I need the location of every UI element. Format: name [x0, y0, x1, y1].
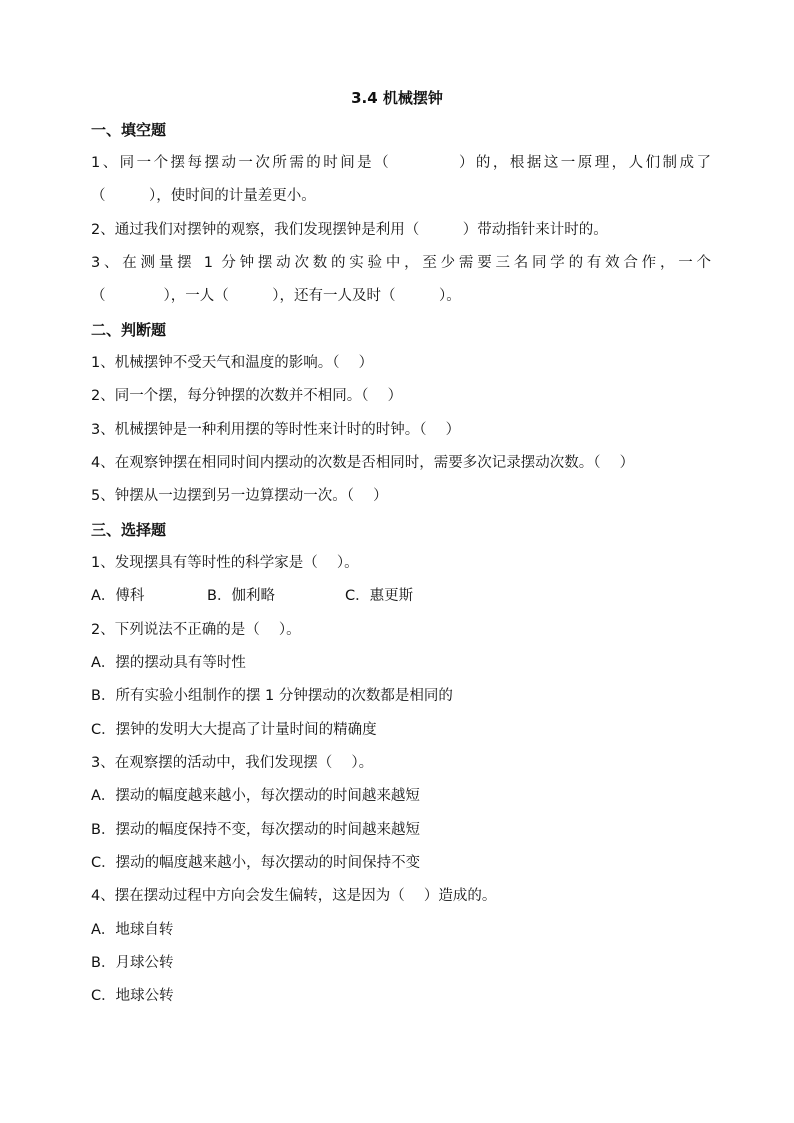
choice-4-option-c: C．地球公转	[91, 988, 174, 1004]
choice-1-option-a: A．傅科	[91, 588, 145, 604]
choice-question-2: 2、下列说法不正确的是（ ）。	[91, 622, 301, 638]
judge-question-1: 1、机械摆钟不受天气和温度的影响。（ ）	[91, 355, 374, 371]
choice-1-option-b: B．伽利略	[207, 588, 275, 604]
fill-question-1-line-1: 1、同一个摆每摆动一次所需的时间是（ ）的，根据这一原理，人们制成了	[91, 155, 711, 171]
choice-2-option-c: C．摆钟的发明大大提高了计量时间的精确度	[91, 722, 377, 738]
choice-1-option-c: C．惠更斯	[345, 588, 414, 604]
fill-question-3-line-2: （ ），一人（ ），还有一人及时（ ）。	[91, 288, 461, 304]
choice-2-option-b: B．所有实验小组制作的摆 1 分钟摆动的次数都是相同的	[91, 688, 453, 704]
choice-question-4: 4、摆在摆动过程中方向会发生偏转，这是因为（ ）造成的。	[91, 888, 497, 904]
choice-3-option-c: C．摆动的幅度越来越小，每次摆动的时间保持不变	[91, 855, 421, 871]
section-heading-choice: 三、选择题	[91, 521, 167, 539]
fill-question-2: 2、通过我们对摆钟的观察，我们发现摆钟是利用（ ）带动指针来计时的。	[91, 222, 608, 238]
choice-question-3: 3、在观察摆的活动中，我们发现摆（ ）。	[91, 755, 374, 771]
choice-3-option-b: B．摆动的幅度保持不变，每次摆动的时间越来越短	[91, 822, 420, 838]
page-title: 3.4 机械摆钟	[351, 89, 443, 107]
section-heading-fill: 一、填空题	[91, 121, 167, 139]
choice-4-option-b: B．月球公转	[91, 955, 174, 971]
choice-4-option-a: A．地球自转	[91, 922, 174, 938]
judge-question-4: 4、在观察钟摆在相同时间内摆动的次数是否相同时，需要多次记录摆动次数。（ ）	[91, 455, 635, 471]
choice-question-1: 1、发现摆具有等时性的科学家是（ ）。	[91, 555, 359, 571]
fill-question-3-line-1: 3、在测量摆 1 分钟摆动次数的实验中，至少需要三名同学的有效合作，一个	[91, 255, 711, 271]
judge-question-3: 3、机械摆钟是一种利用摆的等时性来计时的时钟。（ ）	[91, 422, 461, 438]
fill-question-1-line-2: （ ），使时间的计量差更小。	[91, 188, 316, 204]
judge-question-2: 2、同一个摆，每分钟摆的次数并不相同。（ ）	[91, 388, 403, 404]
choice-2-option-a: A．摆的摆动具有等时性	[91, 655, 246, 671]
judge-question-5: 5、钟摆从一边摆到另一边算摆动一次。（ ）	[91, 488, 388, 504]
section-heading-judge: 二、判断题	[91, 321, 167, 339]
choice-question-1-options	[91, 586, 711, 606]
choice-3-option-a: A．摆动的幅度越来越小，每次摆动的时间越来越短	[91, 788, 420, 804]
